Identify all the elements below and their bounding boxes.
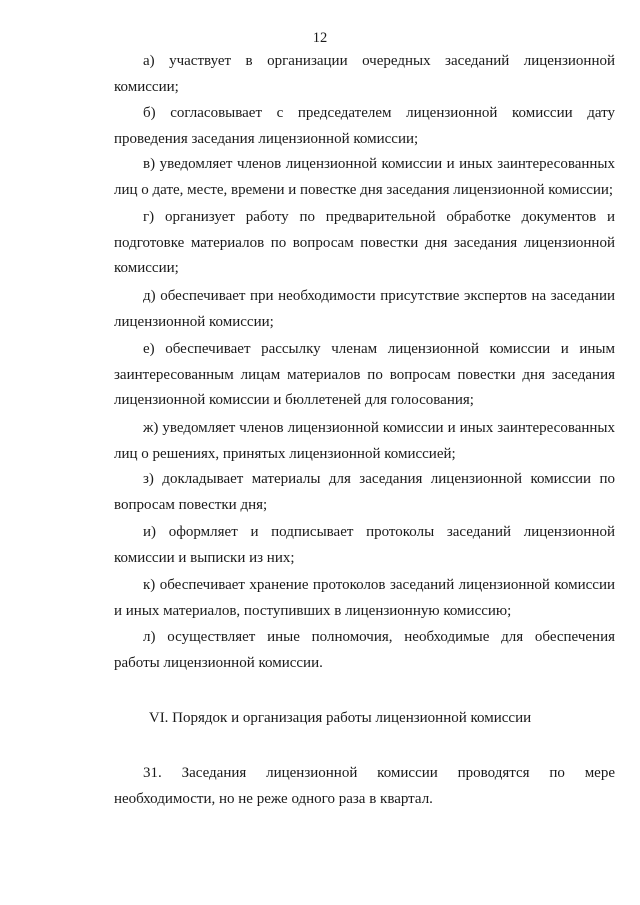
- list-item-k: к) обеспечивает хранение протоколов заседаний лицензионной комиссии и иных материалов, поступивших в лицензионную комиссию;: [114, 577, 615, 619]
- list-item-z: з) докладывает материалы для заседания лицензионной комиссии по вопросам повестки дня;: [114, 471, 615, 513]
- list-item-g: г) организует работу по предварительной обработке документов и подготовке материалов по вопросам повестки дня заседания лицензионной комиссии;: [114, 209, 615, 276]
- paragraph-31-second-line: необходимости, но не реже одного раза в квартал.: [114, 790, 433, 807]
- paragraph-word: по: [549, 765, 565, 781]
- list-item-b: б) согласовывает с председателем лицензионной комиссии дату проведения заседания лицензионной комиссии;: [114, 105, 615, 147]
- list-item-v: в) уведомляет членов лицензионной комиссии и иных заинтересованных лиц о дате, месте, времени и повестке дня заседания лицензионной комиссии;: [114, 156, 615, 198]
- list-item-d: д) обеспечивает при необходимости присутствие экспертов на заседании лицензионной комиссии;: [114, 288, 615, 330]
- list-item-a: а) участвует в организации очередных заседаний лицензионной комиссии;: [114, 53, 615, 95]
- paragraph-31-first-line: [114, 761, 615, 787]
- list-item-zh: ж) уведомляет членов лицензионной комиссии и иных заинтересованных лиц о решениях, принятых лицензионной комиссией;: [114, 420, 615, 462]
- paragraph-31: [114, 761, 615, 812]
- paragraph-word: проводятся: [457, 765, 530, 781]
- page-number: 12: [312, 30, 328, 46]
- list-item-l: л) осуществляет иные полномочия, необходимые для обеспечения работы лицензионной комиссии.: [114, 629, 615, 671]
- paragraph-number: 31.: [143, 765, 162, 781]
- paragraph-word: Заседания: [181, 765, 247, 781]
- list-item-e: е) обеспечивает рассылку членам лицензионной комиссии и иным заинтересованным лицам материалов по вопросам повестки дня заседания лицензионной комиссии и бюллетеней для голосования;: [114, 341, 615, 408]
- paragraph-word: мере: [584, 765, 615, 781]
- paragraph-word: лицензионной: [266, 765, 358, 781]
- section-heading: VI. Порядок и организация работы лицензионной комиссии: [148, 710, 532, 726]
- paragraph-word: комиссии: [377, 765, 438, 781]
- list-item-i: и) оформляет и подписывает протоколы заседаний лицензионной комиссии и выписки из них;: [114, 524, 615, 566]
